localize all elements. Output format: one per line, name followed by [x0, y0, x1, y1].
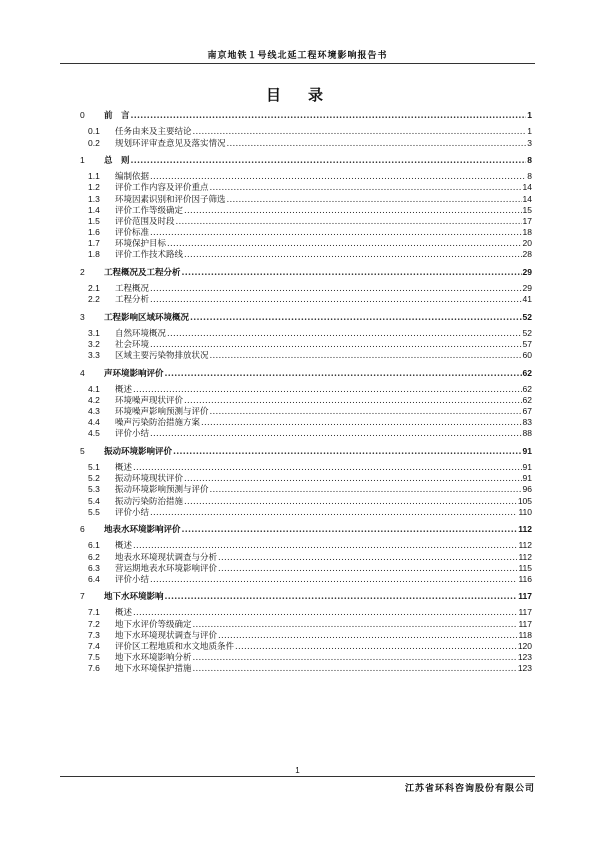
toc-entry-number: 7.5: [88, 652, 100, 663]
toc-chapter-entry[interactable]: [80, 368, 532, 379]
toc-section-entry[interactable]: [80, 496, 532, 507]
toc-dot-leader: [167, 239, 522, 250]
toc-entry-page: 116: [518, 573, 532, 584]
toc-entry-page: 28: [522, 249, 532, 260]
toc-dot-leader: [227, 195, 522, 206]
toc-entry-title: 评价小结: [115, 429, 150, 440]
toc-dot-leader: [131, 111, 527, 122]
toc-entry-number: 7.3: [88, 629, 100, 640]
toc-entry-title: 工程分析: [115, 295, 150, 306]
toc-entry-title: 评价小结: [115, 507, 150, 518]
toc-entry-number: 7: [80, 591, 85, 602]
toc-dot-leader: [218, 631, 517, 642]
header-rule: [60, 63, 535, 64]
toc-section-entry[interactable]: [80, 216, 532, 227]
toc-section-entry[interactable]: [80, 194, 532, 205]
toc-entry-page: 8: [527, 171, 532, 182]
toc-chapter-entry[interactable]: [80, 591, 532, 602]
toc-section-entry[interactable]: [80, 283, 532, 294]
toc-entry-title: 振动污染防治措施: [115, 496, 184, 507]
toc-entry-page: 57: [522, 338, 532, 349]
toc-entry-number: 0.2: [88, 137, 100, 148]
toc-dot-leader: [150, 284, 522, 295]
toc-dot-leader: [133, 463, 522, 474]
toc-dot-leader: [133, 608, 517, 619]
toc-entry-page: 62: [522, 383, 532, 394]
toc-section-entry[interactable]: [80, 294, 532, 305]
toc-dot-leader: [193, 664, 517, 675]
toc-entry-page: 105: [517, 495, 532, 506]
toc-dot-leader: [150, 575, 517, 586]
toc-dot-leader: [184, 497, 517, 508]
toc-chapter-entry[interactable]: [80, 312, 532, 323]
toc-entry-page: 3: [527, 137, 532, 148]
toc-entry-title: 振动环境影响预测与评价: [115, 485, 209, 496]
toc-section-entry[interactable]: [80, 574, 532, 585]
toc-dot-leader: [184, 396, 522, 407]
toc-dot-leader: [210, 485, 522, 496]
toc-section-entry[interactable]: [80, 384, 532, 395]
toc-section-entry[interactable]: [80, 619, 532, 630]
toc-entry-title: 环境噪声现状评价: [115, 395, 184, 406]
toc-entry-page: 117: [518, 618, 532, 629]
toc-dot-leader: [165, 592, 518, 603]
toc-entry-number: 3: [80, 311, 85, 322]
toc-entry-page: 123: [517, 663, 532, 674]
toc-entry-number: 4.2: [88, 394, 100, 405]
toc-entry-title: 评价工作技术路线: [115, 250, 184, 261]
toc-entry-page: 41: [522, 294, 532, 305]
toc-section-entry[interactable]: [80, 126, 532, 137]
toc-entry-number: 3.1: [88, 327, 100, 338]
toc-entry-title: 地表水环境影响评价: [104, 525, 181, 536]
toc-entry-title: 概述: [115, 541, 133, 552]
toc-dot-leader: [190, 313, 522, 324]
toc-entry-page: 14: [522, 182, 532, 193]
toc-entry-number: 2: [80, 266, 85, 277]
toc-entry-page: 83: [522, 417, 532, 428]
toc-entry-page: 29: [522, 283, 532, 293]
toc-entry-number: 5.2: [88, 473, 100, 484]
toc-entry-title: 概述: [115, 608, 133, 619]
toc-chapter-entry[interactable]: [80, 155, 532, 166]
toc-entry-number: 1: [80, 154, 85, 165]
toc-entry-number: 5.4: [88, 495, 100, 506]
toc-section-entry[interactable]: [80, 663, 532, 674]
toc-entry-title: 地下水环境保护措施: [115, 664, 192, 675]
toc-dot-leader: [165, 369, 522, 380]
toc-section-entry[interactable]: [80, 328, 532, 339]
toc-entry-page: 118: [518, 629, 532, 640]
toc-dot-leader: [176, 217, 522, 228]
toc-entry-number: 2.1: [88, 283, 100, 293]
toc-section-entry[interactable]: [80, 652, 532, 663]
toc-section-entry[interactable]: [80, 205, 532, 216]
toc-entry-title: 环境噪声影响预测与评价: [115, 407, 209, 418]
toc-entry-page: 60: [522, 350, 532, 361]
toc-entry-number: 1.6: [88, 227, 100, 238]
toc-entry-page: 120: [517, 641, 532, 651]
toc-entry-number: 1.4: [88, 204, 100, 215]
toc-entry-title: 评价工作内容及评价重点: [115, 183, 209, 194]
toc-entry-title: 地表水环境现状调查与分析: [115, 552, 218, 563]
toc-section-entry[interactable]: [80, 540, 532, 551]
toc-entry-number: 6.2: [88, 551, 100, 562]
toc-entry-page: 91: [522, 445, 532, 456]
toc-entry-title: 评价工作等级确定: [115, 205, 184, 216]
toc-entry-title: 任务由来及主要结论: [115, 127, 192, 138]
page-number: 1: [295, 766, 300, 775]
toc-dot-leader: [210, 351, 522, 362]
toc-dot-leader: [184, 250, 522, 261]
toc-entry-page: 62: [522, 394, 532, 405]
toc-entry-page: 110: [518, 506, 532, 517]
toc-entry-title: 工程概况及工程分析: [104, 267, 181, 278]
toc-dot-leader: [184, 206, 522, 217]
toc-entry-number: 2.2: [88, 294, 100, 305]
toc-entry-number: 5.5: [88, 506, 100, 517]
toc-entry-page: 67: [522, 406, 532, 417]
toc-entry-page: 52: [522, 311, 532, 322]
toc-section-entry[interactable]: [80, 473, 532, 484]
toc-dot-leader: [210, 407, 522, 418]
toc-entry-title: 自然环境概况: [115, 328, 167, 339]
toc-entry-page: 1: [527, 110, 532, 121]
toc-entry-number: 7.6: [88, 663, 100, 674]
toc-chapter-entry[interactable]: [80, 446, 532, 457]
toc-entry-title: 地下水环境影响: [104, 592, 164, 603]
toc-entry-page: 15: [522, 204, 532, 215]
toc-dot-leader: [150, 295, 522, 306]
toc-dot-leader: [235, 642, 517, 653]
toc-dot-leader: [201, 418, 522, 429]
toc-entry-page: 17: [522, 215, 532, 226]
toc-entry-number: 6.4: [88, 573, 100, 584]
toc-dot-leader: [218, 564, 517, 575]
toc-section-entry[interactable]: [80, 641, 532, 652]
toc-dot-leader: [193, 127, 527, 138]
toc-entry-number: 5: [80, 445, 85, 456]
toc-entry-page: 8: [527, 154, 532, 165]
toc-entry-title: 工程影响区域环境概况: [104, 312, 190, 323]
toc-entry-number: 1.5: [88, 215, 100, 226]
toc-section-entry[interactable]: [80, 507, 532, 518]
toc-entry-title: 编制依据: [115, 172, 150, 183]
toc-entry-title: 概述: [115, 384, 133, 395]
toc-entry-title: 振动环境现状评价: [115, 474, 184, 485]
toc-entry-title: 环境因素识别和评价因子筛选: [115, 194, 226, 205]
toc-entry-title: 评价小结: [115, 574, 150, 585]
toc-dot-leader: [193, 653, 517, 664]
toc-entry-number: 5.3: [88, 484, 100, 495]
toc-dot-leader: [131, 156, 527, 167]
toc-entry-title: 社会环境: [115, 339, 150, 350]
toc-entry-title: 规划环评审查意见及落实情况: [115, 138, 226, 149]
toc-entry-number: 4.1: [88, 383, 100, 394]
toc-chapter-entry[interactable]: [80, 524, 532, 535]
toc-entry-number: 7.4: [88, 641, 100, 651]
toc-entry-page: 88: [522, 428, 532, 439]
toc-entry-title: 评价区工程地质和水文地质条件: [115, 642, 235, 652]
toc-section-entry[interactable]: [80, 138, 532, 149]
toc-entry-page: 112: [518, 540, 532, 551]
toc-entry-title: 地下水环境现状调查与评价: [115, 630, 218, 641]
toc-entry-number: 1.1: [88, 171, 100, 182]
toc-entry-number: 7.2: [88, 618, 100, 629]
toc-entry-page: 112: [518, 524, 532, 535]
toc-section-entry[interactable]: [80, 462, 532, 473]
toc-entry-number: 1.7: [88, 238, 100, 249]
toc-dot-leader: [150, 508, 517, 519]
toc-entry-number: 0: [80, 110, 85, 121]
toc-entry-page: 117: [518, 607, 532, 618]
toc-entry-number: 7.1: [88, 607, 100, 618]
toc-dot-leader: [133, 541, 517, 552]
toc-section-entry[interactable]: [80, 238, 532, 249]
toc-entry-page: 115: [518, 562, 532, 573]
toc-entry-number: 1.3: [88, 193, 100, 204]
toc-section-entry[interactable]: [80, 552, 532, 563]
toc-dot-leader: [227, 139, 527, 150]
toc-entry-title: 振动环境影响评价: [104, 446, 173, 457]
toc-chapter-entry[interactable]: [80, 110, 532, 121]
toc-entry-page: 62: [522, 367, 532, 378]
toc-entry-number: 3.2: [88, 338, 100, 349]
toc-entry-page: 117: [518, 591, 532, 602]
toc-entry-page: 96: [522, 484, 532, 495]
toc-entry-number: 6: [80, 524, 85, 535]
toc-entry-number: 5.1: [88, 462, 100, 472]
toc-dot-leader: [150, 172, 526, 183]
toc-section-entry[interactable]: [80, 249, 532, 260]
footer-rule: [60, 776, 535, 777]
toc-dot-leader: [184, 474, 522, 485]
toc-section-entry[interactable]: [80, 484, 532, 495]
toc-entry-number: 4: [80, 367, 85, 378]
toc-section-entry[interactable]: [80, 395, 532, 406]
toc-dot-leader: [182, 525, 518, 536]
toc-dot-leader: [182, 268, 522, 279]
toc-entry-title: 声环境影响评价: [104, 368, 164, 379]
toc-entry-title: 工程概况: [115, 284, 150, 294]
toc-section-entry[interactable]: [80, 406, 532, 417]
running-header: 南京地铁１号线北延工程环境影响报告书: [207, 51, 388, 61]
toc-entry-title: 评价标准: [115, 228, 150, 239]
table-of-contents: [80, 104, 532, 675]
toc-entry-number: 4.5: [88, 428, 100, 439]
toc-dot-leader: [193, 620, 518, 631]
toc-entry-page: 14: [522, 193, 532, 204]
toc-entry-title: 总 则: [104, 155, 130, 166]
toc-entry-title: 前 言: [104, 111, 130, 122]
toc-entry-title: 概述: [115, 463, 133, 473]
toc-section-entry[interactable]: [80, 563, 532, 574]
toc-dot-leader: [210, 183, 522, 194]
toc-entry-title: 评价范围及时段: [115, 216, 175, 227]
toc-entry-page: 91: [522, 462, 532, 472]
toc-entry-number: 1.2: [88, 182, 100, 193]
toc-entry-page: 18: [522, 227, 532, 238]
toc-entry-number: 3.3: [88, 350, 100, 361]
toc-entry-number: 4.3: [88, 406, 100, 417]
toc-dot-leader: [167, 329, 522, 340]
toc-section-entry[interactable]: [80, 182, 532, 193]
toc-section-entry[interactable]: [80, 227, 532, 238]
toc-entry-page: 112: [518, 551, 532, 562]
toc-entry-number: 1.8: [88, 249, 100, 260]
toc-dot-leader: [150, 429, 522, 440]
toc-entry-number: 6.3: [88, 562, 100, 573]
toc-entry-page: 29: [522, 266, 532, 277]
toc-dot-leader: [133, 385, 522, 396]
toc-section-entry[interactable]: [80, 350, 532, 361]
toc-dot-leader: [218, 553, 517, 564]
toc-title: 目 录: [265, 86, 329, 104]
toc-entry-title: 营运期地表水环境影响评价: [115, 563, 218, 574]
toc-entry-page: 91: [522, 473, 532, 484]
toc-entry-title: 环境保护目标: [115, 239, 167, 250]
toc-entry-title: 地下水环境影响分析: [115, 653, 192, 664]
toc-entry-page: 1: [527, 126, 532, 137]
toc-entry-number: 4.4: [88, 417, 100, 428]
toc-entry-page: 20: [522, 238, 532, 249]
toc-dot-leader: [173, 447, 522, 458]
toc-section-entry[interactable]: [80, 339, 532, 350]
toc-entry-title: 地下水评价等级确定: [115, 619, 192, 630]
toc-section-entry[interactable]: [80, 607, 532, 618]
toc-section-entry[interactable]: [80, 428, 532, 439]
toc-chapter-entry[interactable]: [80, 267, 532, 278]
company-name: 江苏省环科咨询股份有限公司: [404, 784, 535, 794]
toc-entry-title: 噪声污染防治措施方案: [115, 418, 201, 429]
toc-entry-page: 52: [522, 327, 532, 338]
toc-entry-page: 123: [517, 652, 532, 663]
toc-section-entry[interactable]: [80, 630, 532, 641]
toc-entry-title: 区域主要污染物排放状况: [115, 351, 209, 362]
toc-section-entry[interactable]: [80, 171, 532, 182]
toc-dot-leader: [150, 228, 522, 239]
toc-section-entry[interactable]: [80, 417, 532, 428]
toc-dot-leader: [150, 340, 522, 351]
toc-entry-number: 0.1: [88, 126, 100, 137]
toc-entry-number: 6.1: [88, 540, 100, 551]
